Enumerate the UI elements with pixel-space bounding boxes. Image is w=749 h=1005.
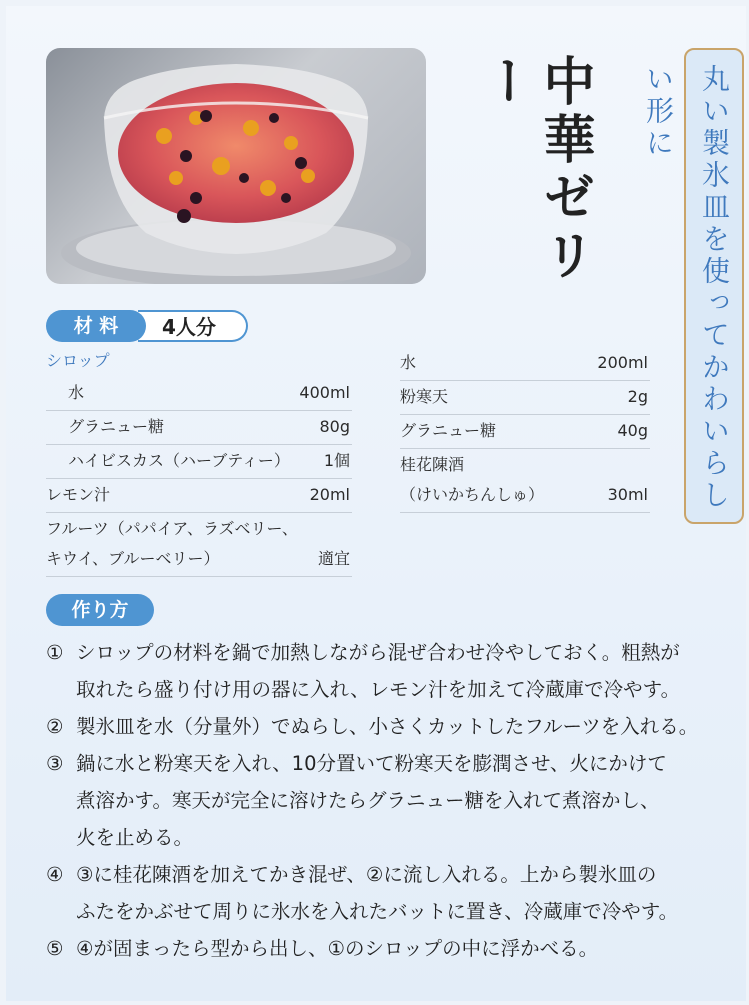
ingredient-amount: 40g bbox=[617, 421, 648, 440]
ingredient-row bbox=[46, 542, 352, 577]
ingredient-row bbox=[46, 478, 352, 513]
ingredient-name: 粉寒天 bbox=[400, 387, 449, 406]
ingredient-name: フルーツ（パパイア、ラズベリー、 bbox=[46, 519, 298, 538]
ingredient-row bbox=[46, 512, 352, 546]
ingredient-row bbox=[400, 380, 650, 415]
ingredient-amount: 20ml bbox=[309, 485, 350, 504]
ingredient-amount: 30ml bbox=[607, 485, 648, 504]
step-line: シロップの材料を鍋で加熱しながら混ぜ合わせ冷やしておく。粗熱が bbox=[76, 641, 680, 664]
syrup-label: シロップ bbox=[46, 351, 110, 370]
ingredient-name: （けいかちんしゅ） bbox=[400, 485, 545, 504]
step-item bbox=[46, 634, 706, 708]
step-number: ② bbox=[46, 715, 64, 738]
ingredient-name: 桂花陳酒 bbox=[400, 455, 465, 474]
method-label: 作り方 bbox=[46, 594, 154, 626]
step-number: ① bbox=[46, 641, 64, 664]
step-line: 火を止める。 bbox=[76, 826, 194, 849]
step-item bbox=[46, 745, 706, 856]
ingredient-name: レモン汁 bbox=[46, 485, 111, 504]
step-item bbox=[46, 708, 706, 745]
ingredient-name: グラニュー糖 bbox=[68, 417, 165, 436]
ingredient-amount: 2g bbox=[627, 387, 648, 406]
ingredient-row bbox=[400, 414, 650, 449]
ingredient-name: 水 bbox=[400, 353, 417, 372]
ingredient-row bbox=[46, 444, 352, 479]
step-item bbox=[46, 930, 706, 967]
ingredients-left bbox=[46, 346, 352, 576]
step-line: 製氷皿を水（分量外）でぬらし、小さくカットしたフルーツを入れる。 bbox=[76, 715, 699, 738]
ingredient-row bbox=[400, 346, 650, 381]
ingredient-name: グラニュー糖 bbox=[400, 421, 497, 440]
step-line: ふたをかぶせて周りに氷水を入れたバットに置き、冷蔵庫で冷やす。 bbox=[76, 900, 679, 923]
step-line: 取れたら盛り付け用の器に入れ、レモン汁を加えて冷蔵庫で冷やす。 bbox=[76, 678, 681, 701]
ingredient-name: キウイ、ブルーベリー） bbox=[46, 549, 220, 568]
ingredient-row bbox=[46, 410, 352, 445]
ingredient-row bbox=[46, 376, 352, 411]
step-line: ④が固まったら型から出し、①のシロップの中に浮かべる。 bbox=[76, 937, 599, 960]
step-item bbox=[46, 856, 706, 930]
ingredients-right bbox=[400, 346, 650, 516]
step-line: ③に桂花陳酒を加えてかき混ぜ、②に流し入れる。上から製氷皿の bbox=[76, 863, 657, 886]
step-number: ⑤ bbox=[46, 937, 64, 960]
ingredient-amount: 200ml bbox=[597, 353, 648, 372]
ingredients-label: 材 料 bbox=[46, 310, 146, 342]
step-line: 煮溶かす。寒天が完全に溶けたらグラニュー糖を入れて煮溶かし、 bbox=[76, 789, 660, 812]
recipe-title: 中華ゼリー bbox=[474, 54, 594, 286]
method-steps bbox=[46, 634, 706, 967]
step-number: ③ bbox=[46, 752, 64, 775]
ingredient-name: 水 bbox=[68, 383, 85, 402]
servings-badge: 4人分 bbox=[138, 310, 248, 342]
subtitle-text: 丸い製氷皿を使ってかわいらしい形に bbox=[642, 64, 731, 512]
ingredient-amount: 80g bbox=[319, 417, 350, 436]
recipe-page bbox=[6, 6, 746, 1001]
dessert-photo bbox=[46, 48, 426, 284]
ingredient-amount: 1個 bbox=[323, 451, 350, 470]
step-line: 鍋に水と粉寒天を入れ、10分置いて粉寒天を膨潤させ、火にかけて bbox=[76, 752, 667, 775]
ingredient-amount: 400ml bbox=[299, 383, 350, 402]
subtitle-banner bbox=[642, 48, 744, 524]
ingredient-amount: 適宜 bbox=[317, 549, 350, 568]
ingredient-row bbox=[400, 478, 650, 513]
ingredient-name: ハイビスカス（ハーブティー） bbox=[68, 451, 290, 470]
step-number: ④ bbox=[46, 863, 64, 886]
ingredient-row bbox=[400, 448, 650, 482]
